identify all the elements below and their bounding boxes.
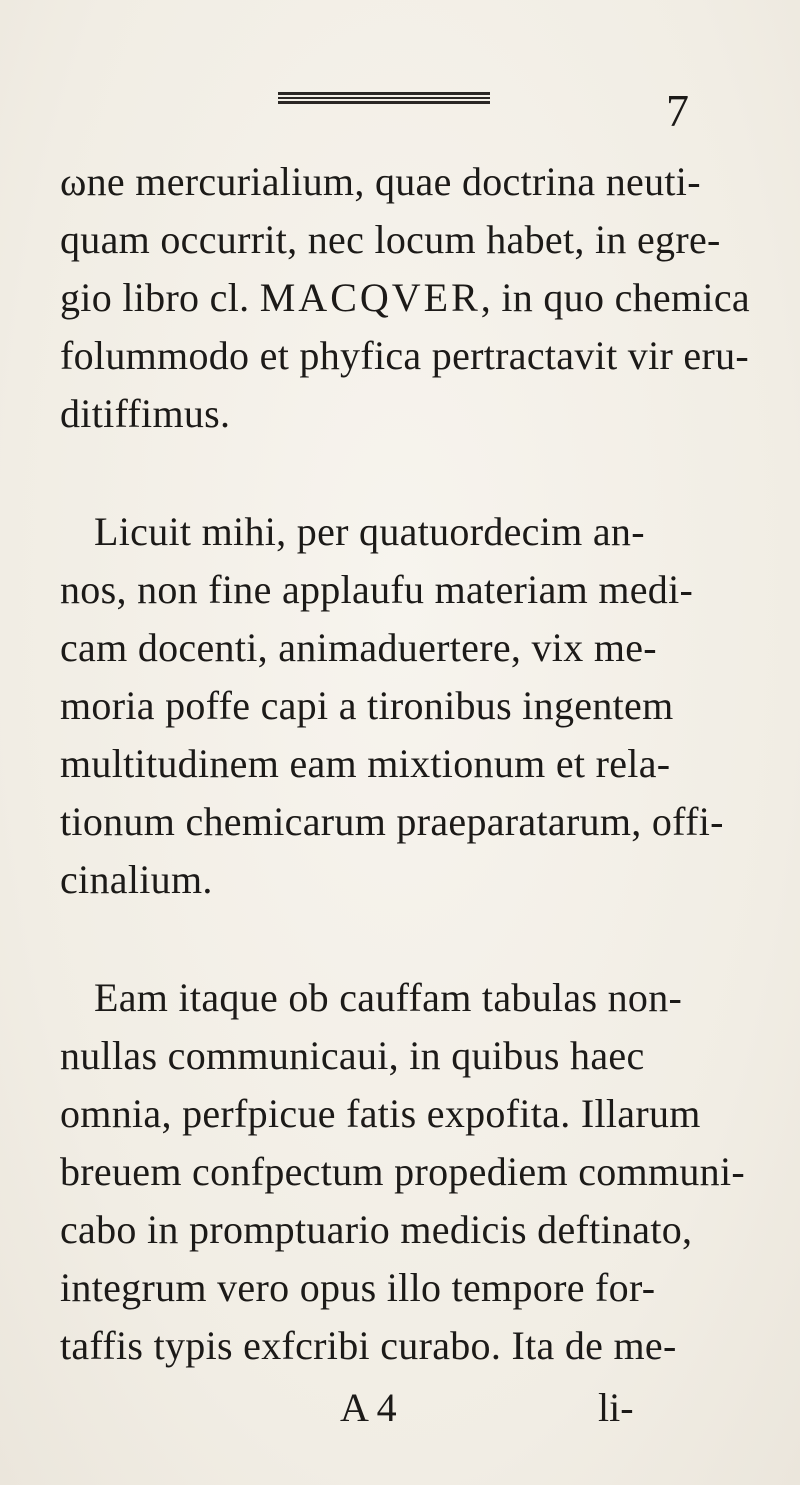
text-line: tionum chemicarum praeparatarum, offi- (60, 799, 724, 844)
header-double-rule (278, 92, 490, 104)
text-line: nos, non fine applaufu materiam medi- (60, 567, 694, 612)
text-line: cam docenti, animaduertere, vix me- (60, 625, 657, 670)
text-fragment: , in quo chemica (480, 275, 750, 320)
text-line: folummodo et phyfica pertractavit vir eru- (60, 333, 750, 378)
text-line: breuem confpectum propediem communi- (60, 1149, 746, 1194)
text-line: cabo in promptuario medicis deftinato, (60, 1207, 693, 1252)
author-name: MACQVER (259, 275, 481, 320)
text-line: quam occurrit, nec locum habet, in egre- (60, 217, 721, 262)
text-line: multitudinem eam mixtionum et rela- (60, 741, 671, 786)
text-line: Licuit mihi, per quatuordecim an- (94, 509, 645, 554)
text-line: nullas communicaui, in quibus haec (60, 1033, 645, 1078)
text-line: omnia, perfpicue fatis expofita. Illarum (60, 1091, 701, 1136)
text-line: moria poffe capi a tironibus ingentem (60, 683, 674, 728)
text-line: integrum vero opus illo tempore for- (60, 1265, 656, 1310)
text-line: ωne mercurialium, quae doctrina neuti- (60, 159, 701, 204)
text-line (60, 276, 750, 320)
text-fragment: gio libro cl. (60, 275, 260, 320)
text-line: taffis typis exfcribi curabo. Ita de me- (60, 1323, 677, 1368)
page-number: 7 (666, 85, 689, 136)
text-line: ditiffimus. (60, 391, 231, 436)
signature-mark: A 4 (340, 1385, 397, 1430)
text-line: cinalium. (60, 857, 213, 902)
text-line: Eam itaque ob cauffam tabulas non- (94, 975, 683, 1020)
catchword: li- (598, 1385, 634, 1430)
